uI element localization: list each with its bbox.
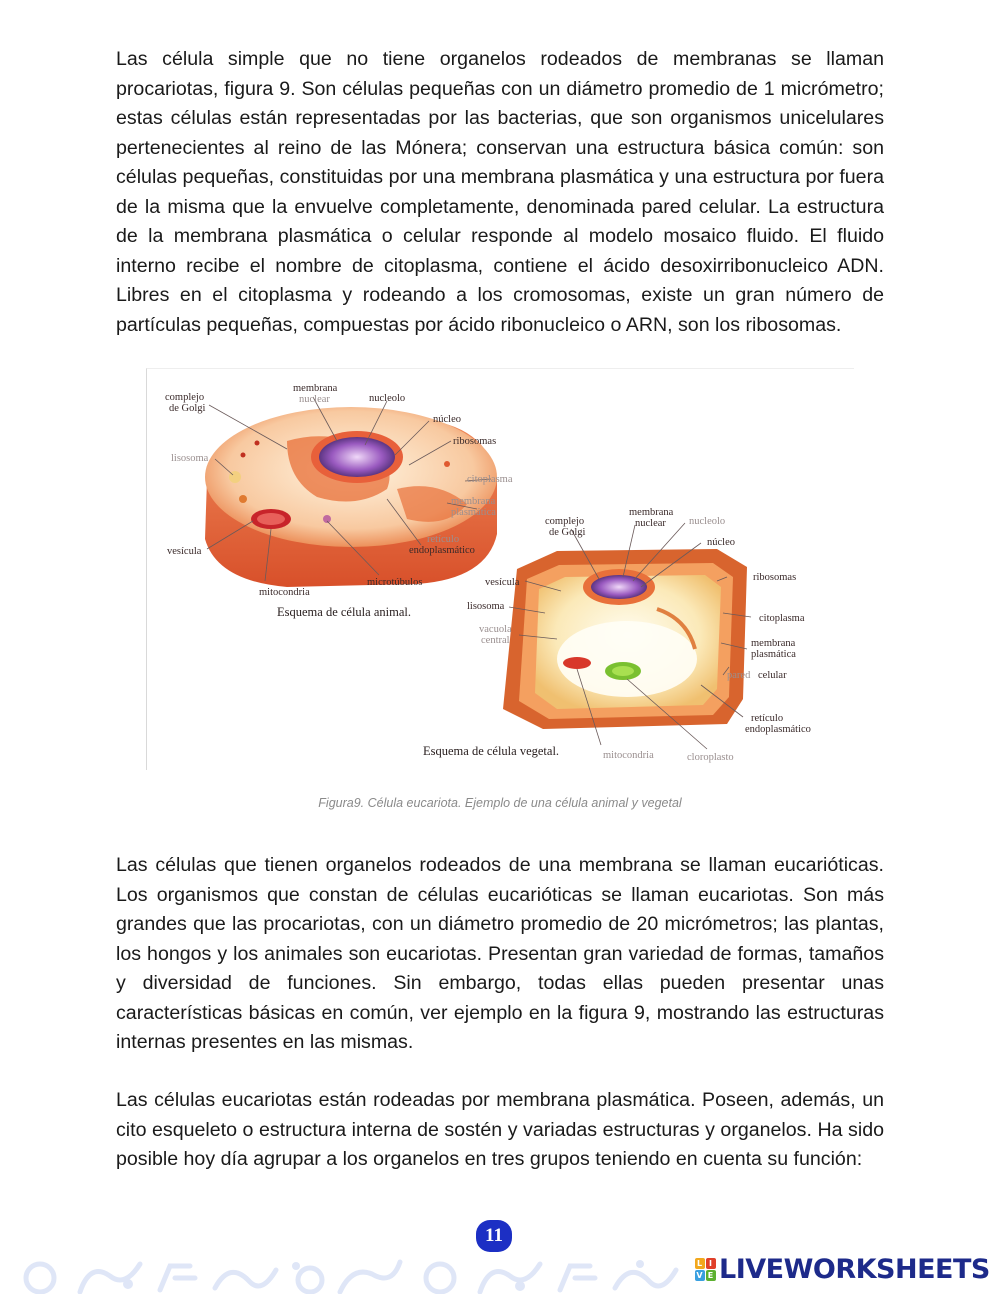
animal-label-reticulo-2: endoplasmático [409,545,475,556]
plant-label-nucleolo: nucleolo [689,516,726,527]
animal-cell-title: Esquema de célula animal. [277,605,411,619]
animal-label-membrana-nuclear-1: membrana [293,383,338,394]
animal-label-citoplasma: citoplasma [467,474,513,485]
plant-label-vacuola-2: central [481,635,510,646]
plant-cell-illustration [503,549,747,729]
organelles-paragraph: Las células eucariotas están rodeadas por membrana plasmática. Poseen, además, un cito esqueleto o estructura interna de sostén y variadas estructuras y organelos. Ha sido posible hoy día agrupar a los organelos en tres grupos teniendo en cuenta su función: [116,1089,884,1170]
cell-diagram [147,369,855,771]
plant-label-golgi-2: de Golgi [549,527,586,538]
plant-label-vacuola-1: vacuola [479,624,512,635]
animal-label-ribosomas: ribosomas [453,436,497,447]
plant-label-ribosomas: ribosomas [753,572,797,583]
plant-label-lisosoma: lisosoma [467,601,505,612]
plant-label-nucleo: núcleo [707,537,735,548]
animal-label-membrana-plasmatica-2: plasmática [451,507,496,518]
page-number-badge: 11 [476,1220,512,1252]
animal-label-lisosoma: lisosoma [171,453,209,464]
brand-name: LIVEWORKSHEETS [719,1253,990,1285]
animal-label-golgi-2: de Golgi [169,403,206,414]
animal-label-membrana-plasmatica-1: membrana [451,496,496,507]
plant-label-membrana-plasmatica-2: plasmática [751,649,796,660]
plant-label-cloroplasto: cloroplasto [687,752,734,763]
animal-label-nucleolo: nucleolo [369,393,406,404]
intro-paragraph: Las célula simple que no tiene organelos rodeados de membranas se llaman procariotas, figura 9. Son células pequeñas con un diámetro promedio de 1 micrómetro; estas células están representadas por las bacterias, que son organismos unicelulares pertenecientes al reino de las Mónera; conservan una estructura básica común: son células pequeñas, constituidas por una membrana plasmática y una estructura por fuera de la misma que la envuelve completamente, denominada pared celular. La estructura de la membrana plasmática o celular responde al modelo mosaico fluido. El fluido interno recibe el nombre de citoplasma, contiene el ácido desoxirribonucleico ADN. Libres en el citoplasma y rodeando a los cromosomas, existe un gran número de partículas pequeñas, compuestas por ácido ribonucleico o ARN, son los ribosomas. [116,48,884,336]
animal-label-reticulo-1: retículo [427,534,460,545]
animal-label-mitocondria: mitocondria [259,587,310,598]
eukaryote-paragraph: Las células que tienen organelos rodeados de una membrana se llaman eucarióticas. Los organismos que constan de células eucarióticas se llaman eucariotas. Son más grandes que las procariotas, con un diámetro promedio de 20 micrómetros; las plantas, los hongos y los animales son eucariotas. Presentan gran variedad de formas, tamaños y diversidad de funciones. Sin embargo, todas ellas pueden presentar unas características básicas en común, ver ejemplo en la figura 9, mostrando las estructuras internas presentes en las mismas. [116,854,884,1053]
plant-label-pared-1: pared [727,670,751,681]
plant-label-membrana-plasmatica-1: membrana [751,638,796,649]
animal-label-membrana-nuclear-2: nuclear [299,394,330,405]
animal-label-golgi-1: complejo [165,392,205,403]
liveworksheets-logo [694,1254,990,1284]
plant-label-citoplasma: citoplasma [759,613,805,624]
plant-label-vesicula: vesícula [485,577,520,588]
plant-label-membrana-nuclear-1: membrana [629,507,674,518]
plant-label-membrana-nuclear-2: nuclear [635,518,666,529]
animal-label-nucleo: núcleo [433,414,461,425]
plant-label-golgi-1: complejo [545,516,585,527]
animal-label-microtubulos: microtúbulos [367,577,423,588]
plant-cell-title: Esquema de célula vegetal. [423,744,560,758]
plant-label-mitocondria: mitocondria [603,750,654,761]
plant-label-pared-2: celular [758,670,787,681]
plant-label-reticulo-2: endoplasmático [745,724,811,735]
plant-label-reticulo-1: retículo [751,713,784,724]
figure-caption: Figura9. Célula eucariota. Ejemplo de una célula animal y vegetal [318,796,682,810]
animal-label-vesicula: vesícula [167,546,202,557]
liveworksheets-mark-icon: L I V E [694,1257,716,1281]
cell-figure [146,368,854,770]
